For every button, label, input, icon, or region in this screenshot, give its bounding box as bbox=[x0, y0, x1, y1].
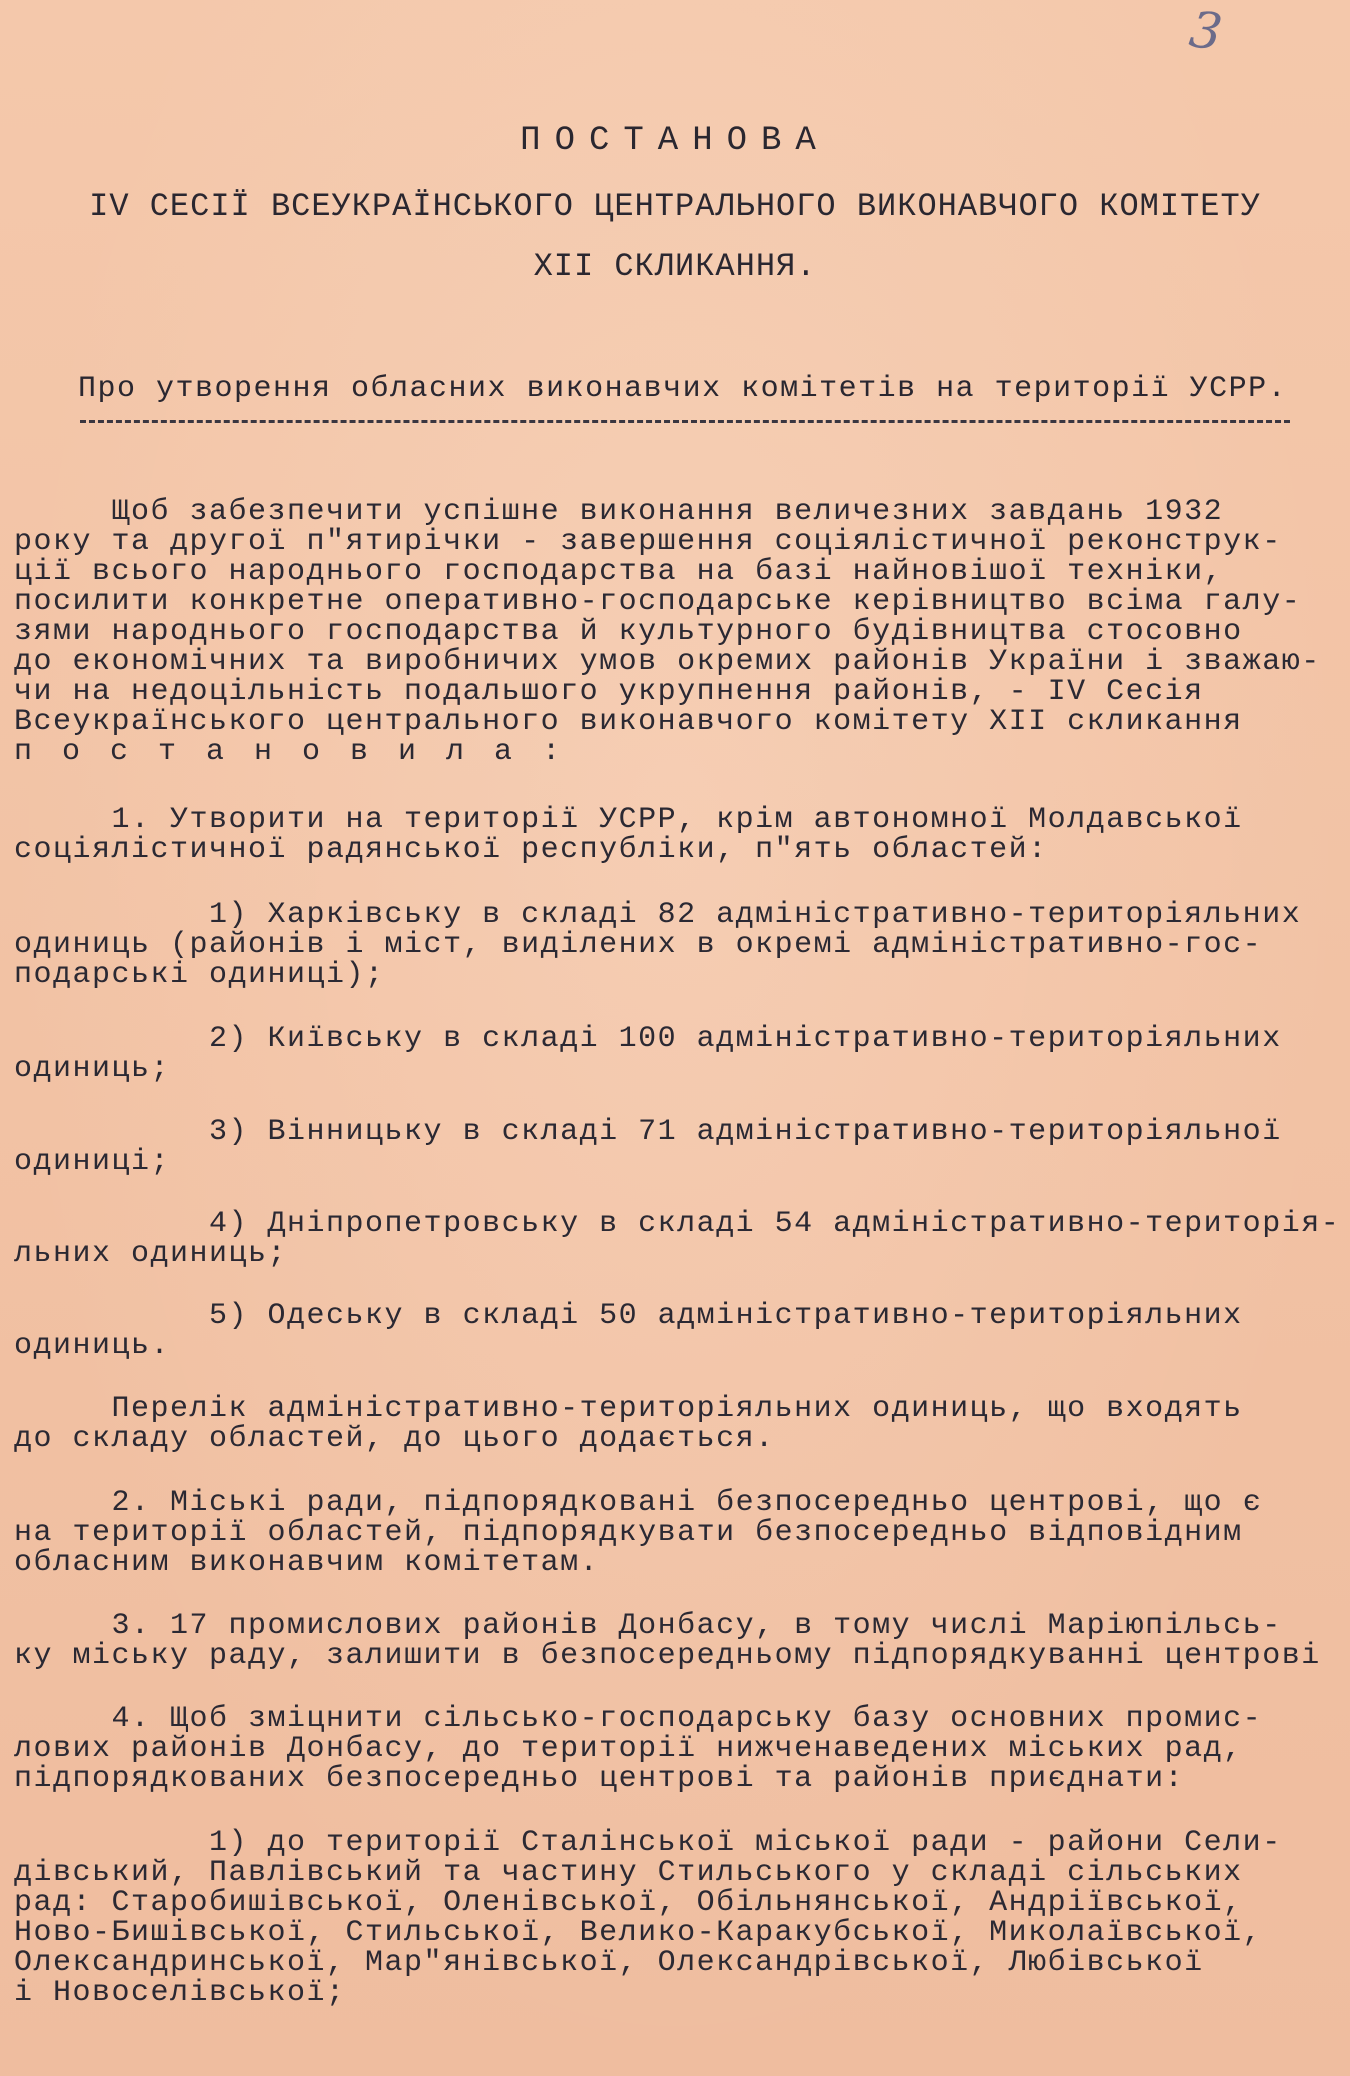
item-4-line: 4. Щоб зміцнити сільсько-господарську базу основних промис- bbox=[14, 1702, 1263, 1736]
list-note-line: Перелік адміністративно-територіяльних одиниць, що входять bbox=[14, 1392, 1243, 1426]
item-3-line: ку міську раду, залишити в безпосередньому підпорядкуванні центрові bbox=[14, 1639, 1321, 1673]
item-4-subitem-1-line: і Новоселівської; bbox=[14, 1976, 346, 2010]
heading-line-2: ХII СКЛИКАННЯ. bbox=[533, 248, 817, 285]
preamble-line: посилити конкретне оперативно-господарське керівництво всіма галу- bbox=[14, 585, 1302, 619]
subitem-1-line: подарські одиниці); bbox=[14, 958, 385, 992]
preamble-line: Щоб забезпечити успішне виконання величезних завдань 1932 bbox=[14, 495, 1224, 529]
subitem-5-line: одиниць. bbox=[14, 1329, 171, 1363]
preamble-line: зями народнього господарства й культурного будівництва стосовно bbox=[14, 615, 1243, 649]
subitem-1-line: одиниць (районів і міст, виділених в окремі адміністративно-гос- bbox=[14, 928, 1263, 962]
item-1-line: соціялістичної радянської республіки, п"ять областей: bbox=[14, 833, 1048, 867]
item-2-line: на території областей, підпорядкувати безпосередньо відповідним bbox=[14, 1516, 1243, 1550]
subitem-5-line: 5) Одеську в складі 50 адміністративно-територіяльних bbox=[14, 1299, 1243, 1333]
heading-line-1: IV СЕСІЇ ВСЕУКРАЇНСЬКОГО ЦЕНТРАЛЬНОГО ВИКОНАВЧОГО КОМІТЕТУ bbox=[89, 188, 1261, 225]
item-4-subitem-1-line: 1) до території Сталінської міської ради - райони Сели- bbox=[14, 1826, 1282, 1860]
document-subject: Про утворення обласних виконавчих комітетів на території УСРР. bbox=[78, 372, 1288, 406]
page-number: 3 bbox=[1186, 0, 1226, 62]
subitem-1-line: 1) Харківську в складі 82 адміністративно-територіяльних bbox=[14, 898, 1302, 932]
subitem-4-line: 4) Дніпропетровську в складі 54 адміністративно-територія- bbox=[14, 1207, 1341, 1241]
item-1-line: 1. Утворити на території УСРР, крім автономної Молдавської bbox=[14, 803, 1243, 837]
subitem-2-line: 2) Київську в складі 100 адміністративно-територіяльних bbox=[14, 1022, 1282, 1056]
subitem-2-line: одиниць; bbox=[14, 1052, 171, 1086]
item-2-line: 2. Міські ради, підпорядковані безпосередньо центрові, що є bbox=[14, 1486, 1263, 1520]
document-title: ПОСТАНОВА bbox=[520, 122, 830, 160]
item-2-line: обласним виконавчим комітетам. bbox=[14, 1546, 600, 1580]
dashed-underline bbox=[80, 420, 1290, 423]
preamble-line: ції всього народнього господарства на базі найновішої техніки, bbox=[14, 555, 1224, 589]
item-4-subitem-1-line: Олександринської, Мар"янівської, Олександрівської, Любівської bbox=[14, 1946, 1204, 1980]
list-note-line: до складу областей, до цього додається. bbox=[14, 1422, 775, 1456]
preamble-line: чи на недоцільність подальшого укрупнення районів, - IV Сесія bbox=[14, 675, 1204, 709]
subitem-3-line: одиниці; bbox=[14, 1145, 171, 1179]
item-3-line: 3. 17 промислових районів Донбасу, в тому числі Маріюпільсь- bbox=[14, 1609, 1282, 1643]
item-4-line: лових районів Донбасу, до території нижченаведених міських рад, bbox=[14, 1732, 1243, 1766]
subitem-4-line: льних одиниць; bbox=[14, 1237, 288, 1271]
preamble-line: Всеукраїнського центрального виконавчого комітету ХII скликання bbox=[14, 705, 1243, 739]
preamble-line: до економічних та виробничих умов окремих районів України і зважаю- bbox=[14, 645, 1321, 679]
preamble-line: п о с т а н о в и л а : bbox=[14, 735, 567, 769]
item-4-subitem-1-line: дівський, Павлівський та частину Стильського у складі сільських bbox=[14, 1856, 1243, 1890]
item-4-subitem-1-line: Ново-Бишівської, Стильської, Велико-Каракубської, Миколаївської, bbox=[14, 1916, 1263, 1950]
preamble-line: року та другої п"ятирічки - завершення соціялістичної реконструк- bbox=[14, 525, 1282, 559]
subitem-3-line: 3) Вінницьку в складі 71 адміністративно-територіяльної bbox=[14, 1115, 1282, 1149]
item-4-line: підпорядкованих безпосередньо центрові та районів приєднати: bbox=[14, 1762, 1185, 1796]
item-4-subitem-1-line: рад: Старобишівської, Оленівської, Обільнянської, Андріївської, bbox=[14, 1886, 1243, 1920]
